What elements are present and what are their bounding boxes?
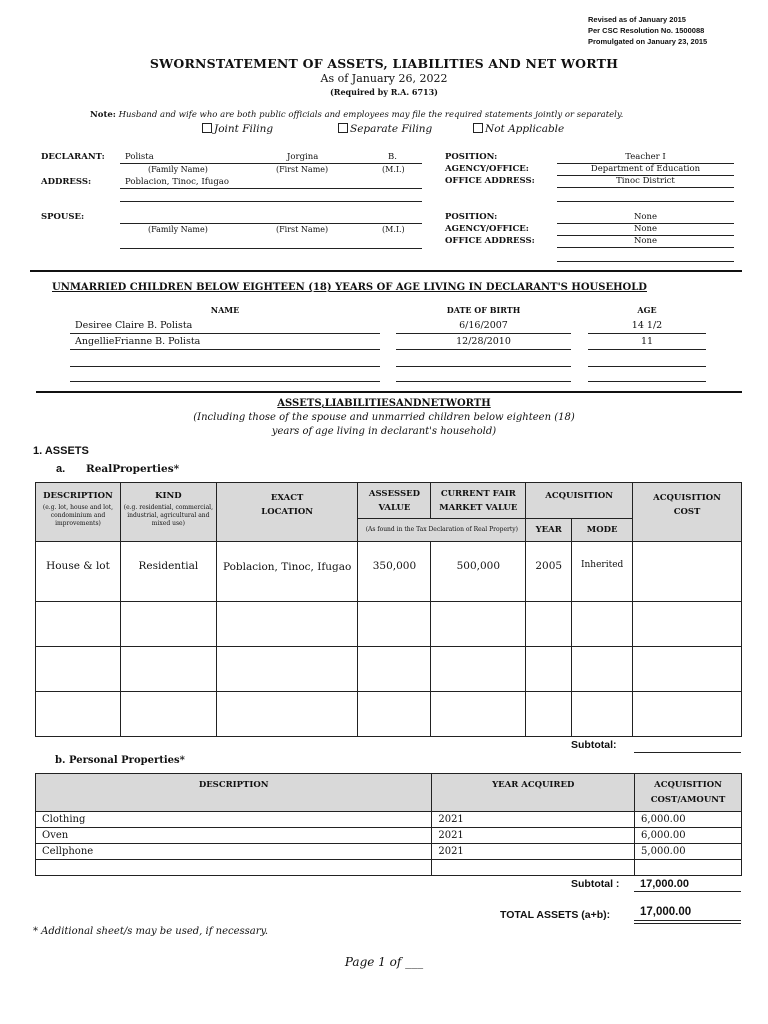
real-assessed[interactable]: 350,000 xyxy=(358,542,431,602)
real-kind[interactable]: Residential xyxy=(120,542,216,602)
spouse-caption-mi: (M.I.) xyxy=(382,225,405,234)
child-age[interactable]: 14 1/2 xyxy=(631,320,663,331)
real-cost[interactable] xyxy=(633,602,742,647)
spouse-position-label: POSITION: xyxy=(445,212,498,222)
real-cost[interactable] xyxy=(633,542,742,602)
declarant-mi[interactable]: B. xyxy=(388,152,397,162)
col-year: YEAR xyxy=(526,519,572,542)
col-personal-cost-line-1: ACQUISITION xyxy=(654,779,722,790)
col-description xyxy=(36,483,121,542)
required-by: (Required by R.A. 6713) xyxy=(330,87,438,97)
col-assessed-line-2: VALUE xyxy=(378,502,411,513)
real-subtotal-label: Subtotal: xyxy=(571,739,617,751)
personal-properties-table xyxy=(35,773,742,876)
spouse-caption-family: (Family Name) xyxy=(148,225,208,234)
note-label: Note: xyxy=(90,110,116,120)
real-properties-table xyxy=(35,482,742,737)
personal-cost[interactable]: 6,000.00 xyxy=(635,828,742,844)
table-row xyxy=(36,844,742,860)
real-description[interactable] xyxy=(36,647,121,692)
agency-label: AGENCY/OFFICE: xyxy=(445,164,529,174)
personal-year[interactable]: 2021 xyxy=(432,828,635,844)
col-assessed xyxy=(358,483,431,519)
real-mode[interactable] xyxy=(572,647,633,692)
table-row xyxy=(36,647,742,692)
page-number: Page 1 of ___ xyxy=(344,955,424,969)
revision-line-3: Promulgated on January 23, 2015 xyxy=(588,37,708,46)
real-cost[interactable] xyxy=(633,692,742,737)
real-properties-heading: RealProperties* xyxy=(86,463,180,475)
col-personal-description: DESCRIPTION xyxy=(36,774,432,812)
real-fair[interactable] xyxy=(431,602,526,647)
col-fair-line-2: MARKET VALUE xyxy=(439,502,518,513)
revision-line-2: Per CSC Resolution No. 1500088 xyxy=(588,26,705,35)
col-acquisition: ACQUISITION xyxy=(526,483,633,519)
alnw-sub-2: years of age living in declarant's household) xyxy=(271,426,497,437)
filing-note xyxy=(90,110,623,120)
real-assessed[interactable] xyxy=(358,692,431,737)
personal-cost[interactable] xyxy=(635,860,742,876)
checkbox-icon[interactable] xyxy=(338,123,348,133)
revision-notice xyxy=(588,14,707,47)
spouse-office-address-label: OFFICE ADDRESS: xyxy=(445,236,535,246)
note-text: Husband and wife who are both public officials and employees may file the required statements jointly or separately. xyxy=(118,110,624,120)
address-label: ADDRESS: xyxy=(41,177,92,187)
total-assets-value[interactable]: 17,000.00 xyxy=(640,906,692,918)
declarant-label: DECLARANT: xyxy=(41,152,105,162)
col-location-line-1: EXACT xyxy=(270,493,304,503)
real-assessed[interactable] xyxy=(358,647,431,692)
real-year[interactable] xyxy=(526,647,572,692)
additional-sheets-note: * Additional sheet/s may be used, if necessary. xyxy=(33,926,269,937)
declarant-first-name[interactable]: Jorgina xyxy=(287,152,319,162)
child-name[interactable]: AngellieFrianne B. Polista xyxy=(75,336,201,347)
personal-description[interactable]: Clothing xyxy=(36,812,432,828)
real-fair[interactable] xyxy=(431,692,526,737)
assets-heading: 1. ASSETS xyxy=(33,445,89,457)
real-properties-prefix: a. xyxy=(56,463,66,475)
col-mode: MODE xyxy=(572,519,633,542)
child-dob[interactable]: 6/16/2007 xyxy=(459,320,508,331)
children-col-dob: DATE OF BIRTH xyxy=(446,305,521,315)
real-kind[interactable] xyxy=(120,692,216,737)
real-kind[interactable] xyxy=(120,602,216,647)
children-col-age: AGE xyxy=(637,305,657,315)
not-applicable-option[interactable] xyxy=(473,123,564,135)
col-personal-cost xyxy=(635,774,742,812)
col-fair xyxy=(431,483,526,519)
spouse-label: SPOUSE: xyxy=(41,212,85,222)
real-mode[interactable] xyxy=(572,602,633,647)
personal-year[interactable]: 2021 xyxy=(432,812,635,828)
real-location[interactable]: Poblacion, Tinoc, Ifugao xyxy=(216,542,358,602)
children-col-name: NAME xyxy=(210,305,240,315)
personal-properties-heading: b. Personal Properties* xyxy=(55,755,185,766)
joint-filing-label: Joint Filing xyxy=(214,123,274,135)
section-divider xyxy=(30,270,742,272)
spouse-agency-label: AGENCY/OFFICE: xyxy=(445,224,529,234)
personal-subtotal-label: Subtotal : xyxy=(571,878,620,890)
col-description-note: (e.g. lot, house and lot, condominium and improvements) xyxy=(42,504,114,527)
child-age[interactable]: 11 xyxy=(640,336,654,347)
real-fair[interactable] xyxy=(431,647,526,692)
tax-declaration-note: (As found in the Tax Declaration of Real Property) xyxy=(358,519,526,542)
checkbox-icon[interactable] xyxy=(202,123,212,133)
real-location[interactable] xyxy=(216,602,358,647)
col-fair-line-1: CURRENT FAIR xyxy=(440,488,516,499)
table-row xyxy=(36,812,742,828)
caption-mi: (M.I.) xyxy=(382,165,405,174)
office-address-label: OFFICE ADDRESS: xyxy=(445,176,535,186)
personal-year[interactable]: 2021 xyxy=(432,844,635,860)
personal-subtotal-value[interactable]: 17,000.00 xyxy=(640,878,689,890)
declarant-position[interactable]: Teacher I xyxy=(625,152,666,162)
col-cost xyxy=(633,483,742,542)
section-divider xyxy=(36,391,742,393)
real-cost[interactable] xyxy=(633,647,742,692)
total-assets-label: TOTAL ASSETS (a+b): xyxy=(500,909,611,921)
alnw-heading: ASSETS,LIABILITIESANDNETWORTH xyxy=(277,398,491,409)
declarant-agency[interactable]: Department of Education xyxy=(590,164,701,174)
real-location[interactable] xyxy=(216,647,358,692)
children-heading: UNMARRIED CHILDREN BELOW EIGHTEEN (18) YEARS OF AGE LIVING IN DECLARANT'S HOUSEHOLD xyxy=(52,282,647,293)
col-kind-label: KIND xyxy=(155,491,182,501)
table-row xyxy=(36,602,742,647)
real-mode[interactable]: Inherited xyxy=(572,542,633,602)
caption-family-name: (Family Name) xyxy=(148,165,208,174)
child-dob[interactable]: 12/28/2010 xyxy=(456,336,511,347)
col-personal-year: YEAR ACQUIRED xyxy=(432,774,635,812)
revision-line-1: Revised as of January 2015 xyxy=(588,15,686,24)
separate-filing-option[interactable] xyxy=(338,123,432,135)
table-row xyxy=(36,860,742,876)
real-description[interactable]: House & lot xyxy=(36,542,121,602)
real-description[interactable] xyxy=(36,692,121,737)
col-cost-line-2: COST xyxy=(673,507,701,517)
declarant-office-address[interactable]: Tinoc District xyxy=(616,176,675,186)
real-year[interactable]: 2005 xyxy=(526,542,572,602)
col-cost-line-1: ACQUISITION xyxy=(653,493,721,503)
separate-filing-label: Separate Filing xyxy=(350,123,433,135)
col-assessed-line-1: ASSESSED xyxy=(368,488,420,499)
child-name[interactable]: Desiree Claire B. Polista xyxy=(75,320,193,331)
table-row xyxy=(36,692,742,737)
table-row xyxy=(36,542,742,602)
real-assessed[interactable] xyxy=(358,602,431,647)
personal-description[interactable]: Cellphone xyxy=(36,844,432,860)
real-kind[interactable] xyxy=(120,647,216,692)
position-label: POSITION: xyxy=(445,152,498,162)
col-kind xyxy=(120,483,216,542)
personal-cost[interactable]: 6,000.00 xyxy=(635,812,742,828)
personal-cost[interactable]: 5,000.00 xyxy=(635,844,742,860)
spouse-caption-first: (First Name) xyxy=(276,225,329,234)
checkbox-icon[interactable] xyxy=(473,123,483,133)
col-description-label: DESCRIPTION xyxy=(43,491,113,501)
declarant-address[interactable]: Poblacion, Tinoc, Ifugao xyxy=(125,177,229,187)
not-applicable-label: Not Applicable xyxy=(485,123,565,135)
real-mode[interactable] xyxy=(572,692,633,737)
as-of-date: As of January 26, 2022 xyxy=(320,72,448,85)
caption-first-name: (First Name) xyxy=(276,165,329,174)
real-year[interactable] xyxy=(526,602,572,647)
page-title: SWORNSTATEMENT OF ASSETS, LIABILITIES AND NET WORTH xyxy=(149,56,619,71)
personal-year[interactable] xyxy=(432,860,635,876)
real-fair[interactable]: 500,000 xyxy=(431,542,526,602)
joint-filing-option[interactable] xyxy=(202,123,273,135)
table-row xyxy=(36,828,742,844)
col-kind-note: (e.g. residential, commercial, industrial, agricultural and mixed use) xyxy=(123,504,213,527)
personal-description[interactable] xyxy=(36,860,432,876)
real-location[interactable] xyxy=(216,692,358,737)
personal-description[interactable]: Oven xyxy=(36,828,432,844)
spouse-position[interactable]: None xyxy=(633,212,658,222)
real-description[interactable] xyxy=(36,602,121,647)
alnw-sub-1: (Including those of the spouse and unmarried children below eighteen (18) xyxy=(193,412,575,423)
col-personal-cost-line-2: COST/AMOUNT xyxy=(650,794,726,805)
declarant-family-name[interactable]: Polista xyxy=(125,152,154,162)
spouse-office-address[interactable]: None xyxy=(633,236,658,246)
col-location xyxy=(216,483,358,542)
real-year[interactable] xyxy=(526,692,572,737)
spouse-agency[interactable]: None xyxy=(633,224,658,234)
col-location-line-2: LOCATION xyxy=(261,507,314,517)
